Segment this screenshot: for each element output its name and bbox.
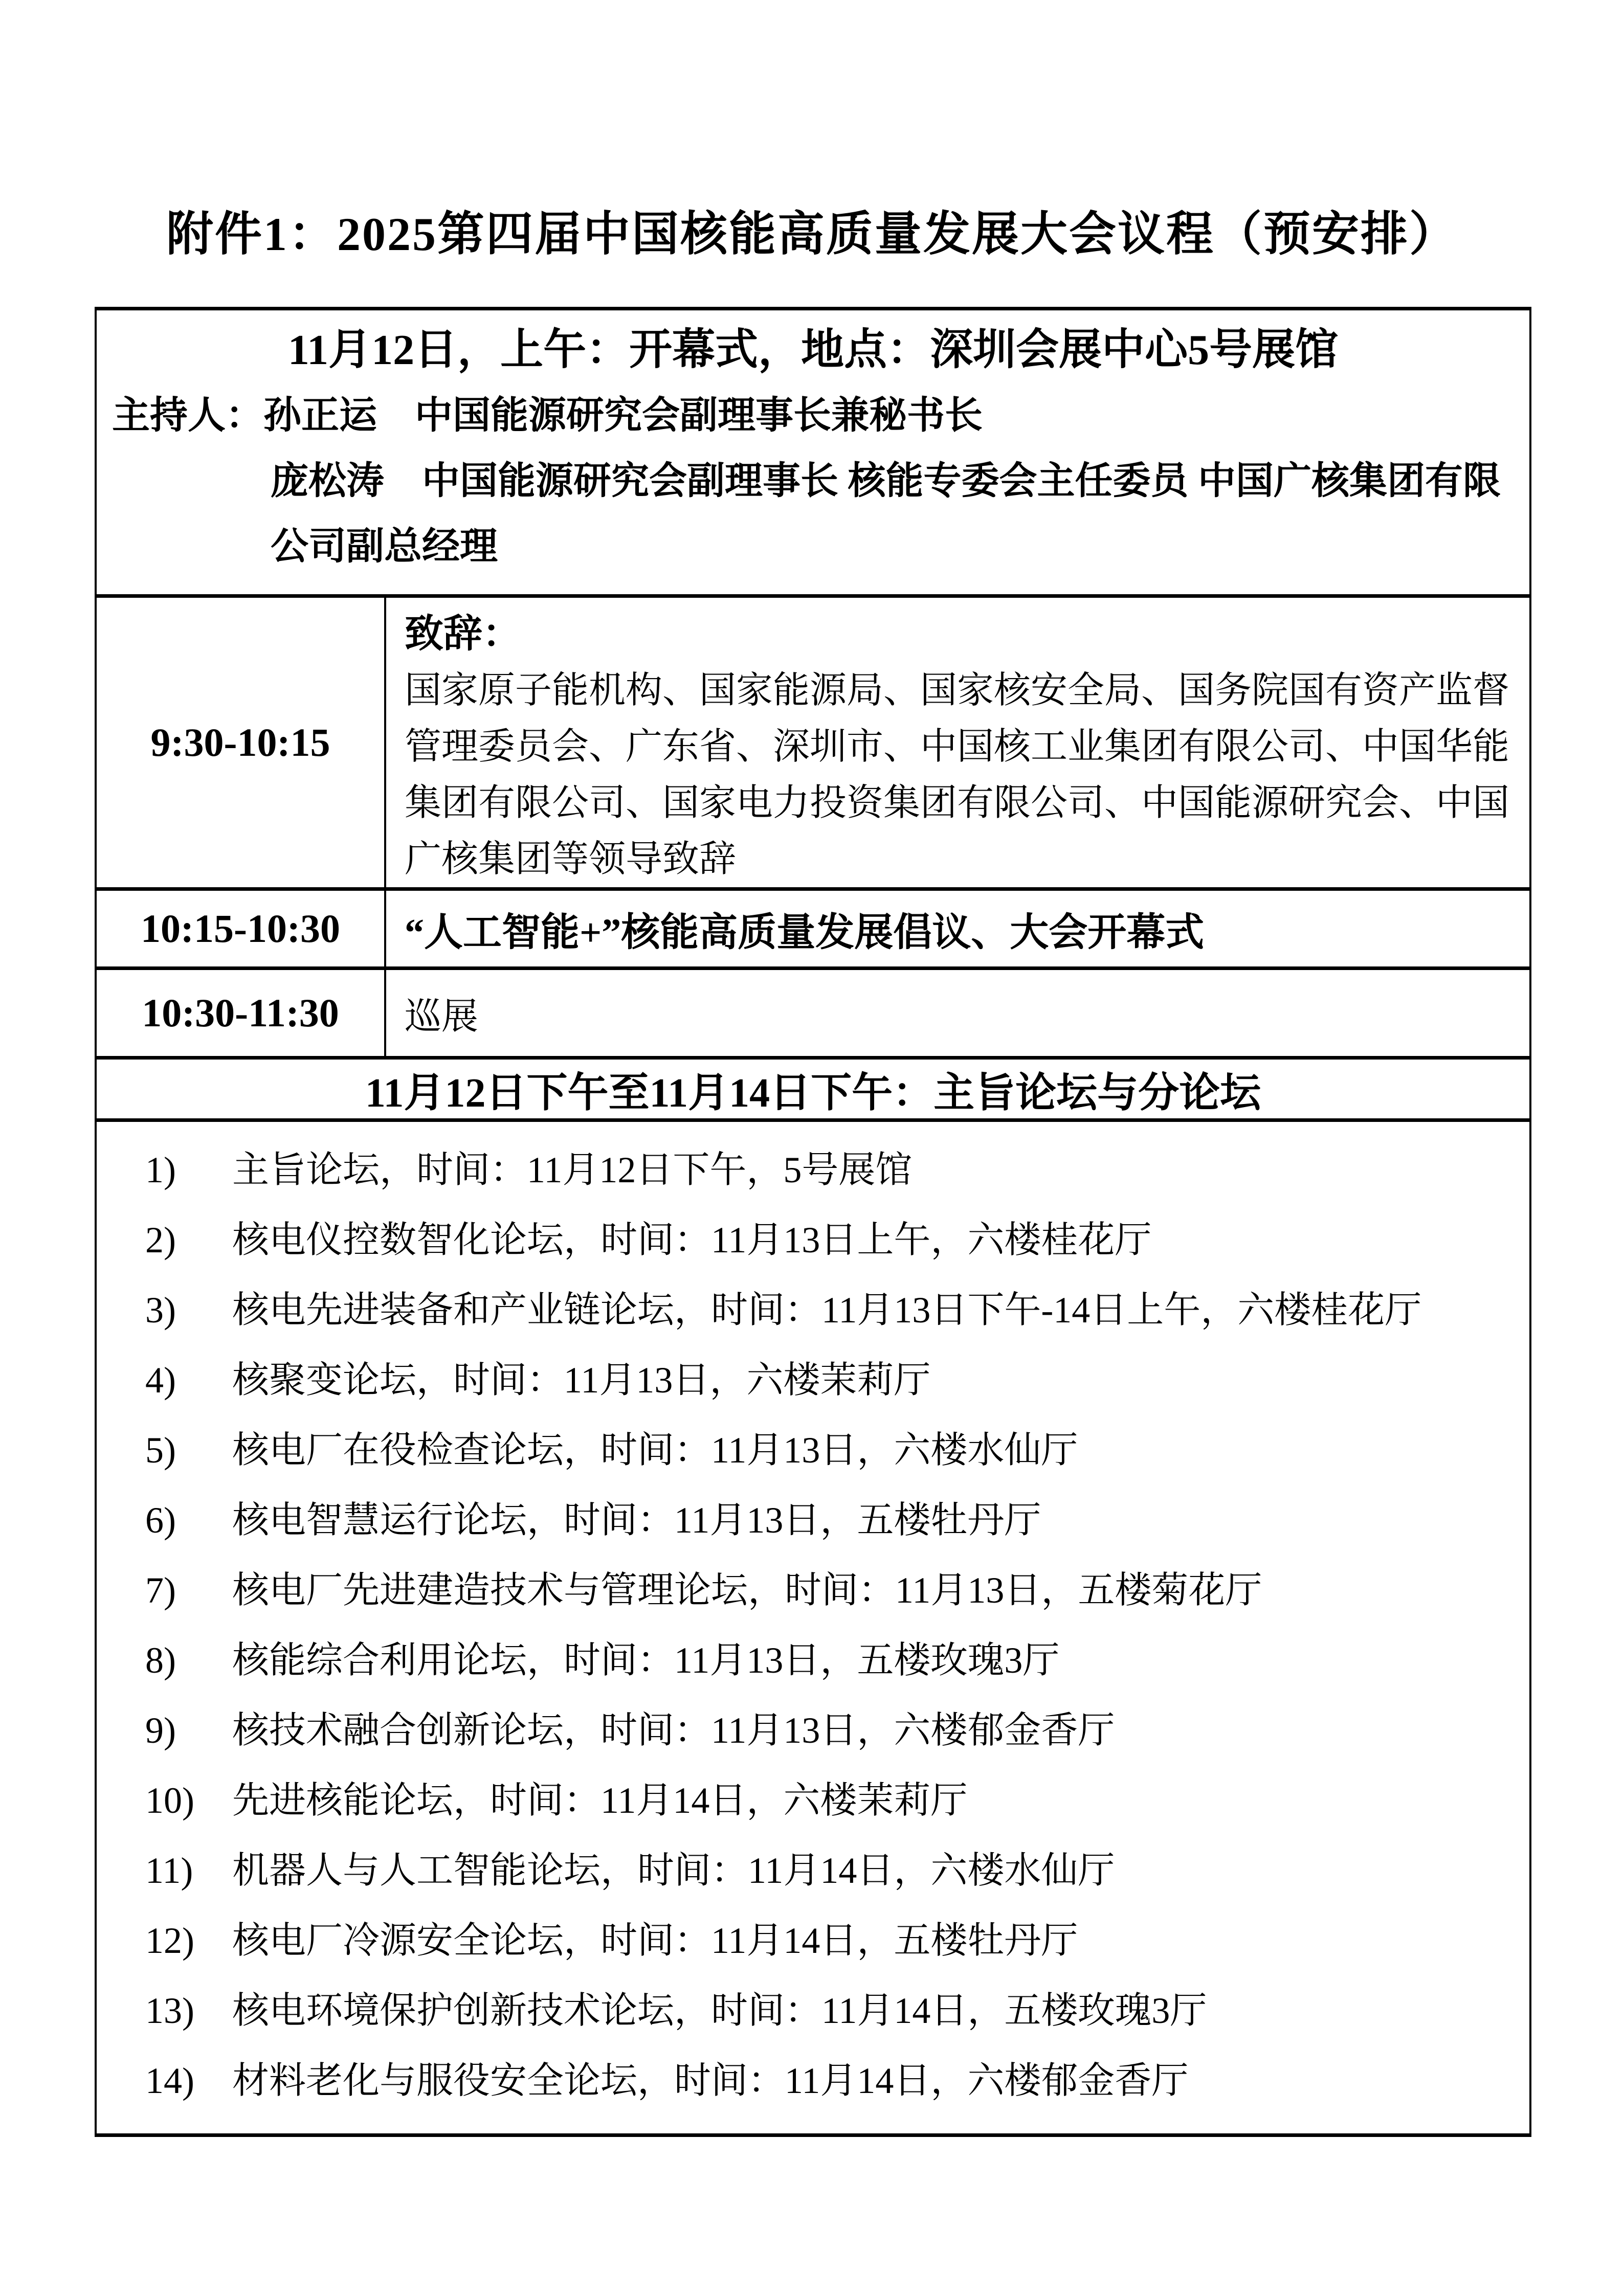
forum-number: 14) <box>145 2060 194 2101</box>
time-cell: 10:15-10:30 <box>96 889 385 969</box>
forum-text: 核电智慧运行论坛，时间：11月13日，五楼牡丹厅 <box>232 1500 1041 1541</box>
forum-number: 4) <box>145 1360 176 1401</box>
forum-item <box>97 1976 1519 2046</box>
forum-item <box>97 1906 1519 1976</box>
initiative-text: “人工智能+”核能高质量发展倡议、大会开幕式 <box>405 911 1205 954</box>
forum-text: 核电厂冷源安全论坛，时间：11月14日，五楼牡丹厅 <box>232 1920 1078 1961</box>
forum-number: 9) <box>145 1710 176 1751</box>
speech-body-line: 国家原子能机构、国家能源局、国家核安全局、国务院国有资产监督 <box>405 670 1510 711</box>
forum-number: 12) <box>145 1920 194 1961</box>
session2-header-row <box>96 1058 1530 1120</box>
forum-text: 核电厂在役检查论坛，时间：11月13日，六楼水仙厅 <box>232 1430 1078 1471</box>
forum-text: 核电先进装备和产业链论坛，时间：11月13日下午-14日上午，六楼桂花厅 <box>232 1290 1422 1331</box>
forum-item <box>97 1135 1519 1205</box>
session1-header: 11月12日，上午：开幕式，地点：深圳会展中心5号展馆 <box>287 326 1339 374</box>
forum-item <box>97 1696 1519 1766</box>
host-line-2-wrap: 公司副总经理 <box>271 526 498 568</box>
forum-number: 1) <box>145 1150 176 1190</box>
forum-list <box>96 1120 1530 2135</box>
initiative-cell <box>385 889 1530 969</box>
forum-number: 2) <box>145 1220 176 1260</box>
forum-number: 13) <box>145 1990 194 2031</box>
tour-cell <box>385 969 1530 1058</box>
tour-text: 巡展 <box>405 996 479 1037</box>
forum-item <box>97 1415 1519 1485</box>
forum-number: 5) <box>145 1430 176 1471</box>
forum-item <box>97 1275 1519 1345</box>
forum-text: 材料老化与服役安全论坛，时间：11月14日，六楼郁金香厅 <box>232 2060 1189 2101</box>
forum-number: 6) <box>145 1500 176 1541</box>
session2-header-cell <box>96 1058 1530 1120</box>
forum-list-row <box>96 1120 1530 2135</box>
session1-header-cell <box>96 309 1530 596</box>
schedule-row-tour <box>96 969 1530 1058</box>
host-line-2: 庞松涛 中国能源研究会副理事长 核能专委会主任委员 中国广核集团有限 <box>271 460 1501 502</box>
forum-item <box>97 1345 1519 1415</box>
forum-text: 核电厂先进建造技术与管理论坛，时间：11月13日，五楼菊花厅 <box>232 1570 1262 1611</box>
speech-label: 致辞： <box>405 613 521 656</box>
forum-item <box>97 1766 1519 1836</box>
forum-item <box>97 2046 1519 2116</box>
session2-header: 11月12日下午至11月14日下午：主旨论坛与分论坛 <box>365 1071 1261 1116</box>
forum-text: 核电仪控数智化论坛，时间：11月13日上午，六楼桂花厅 <box>232 1220 1152 1260</box>
forum-number: 10) <box>145 1780 194 1821</box>
forum-number: 7) <box>145 1570 176 1611</box>
forum-text: 先进核能论坛，时间：11月14日，六楼茉莉厅 <box>232 1780 968 1821</box>
forum-item <box>97 1556 1519 1626</box>
speech-body-line: 管理委员会、广东省、深圳市、中国核工业集团有限公司、中国华能 <box>405 726 1510 767</box>
agenda-table <box>95 307 1531 2137</box>
time-cell: 10:30-11:30 <box>96 969 385 1058</box>
speech-body-line: 广核集团等领导致辞 <box>405 839 737 880</box>
schedule-row-initiative <box>96 889 1530 969</box>
forum-text: 主旨论坛，时间：11月12日下午，5号展馆 <box>232 1150 913 1190</box>
page-title: 附件1：2025第四届中国核能高质量发展大会议程（预安排） <box>166 208 1458 260</box>
speech-cell <box>385 596 1530 889</box>
forum-number: 3) <box>145 1290 176 1331</box>
session1-header-row <box>96 309 1530 596</box>
forum-text: 核聚变论坛，时间：11月13日，六楼茉莉厅 <box>232 1360 931 1401</box>
forum-text: 核电环境保护创新技术论坛，时间：11月14日，五楼玫瑰3厅 <box>232 1990 1207 2031</box>
forum-item <box>97 1205 1519 1275</box>
forum-text: 核技术融合创新论坛，时间：11月13日，六楼郁金香厅 <box>232 1710 1115 1751</box>
host-line-1: 主持人：孙正运 中国能源研究会副理事长兼秘书长 <box>112 395 983 437</box>
schedule-row-speech <box>96 596 1530 889</box>
forum-number: 11) <box>145 1850 193 1891</box>
forum-item <box>97 1626 1519 1696</box>
speech-body-line: 集团有限公司、国家电力投资集团有限公司、中国能源研究会、中国 <box>405 782 1510 823</box>
time-cell: 9:30-10:15 <box>96 596 385 889</box>
forum-text: 机器人与人工智能论坛，时间：11月14日，六楼水仙厅 <box>232 1850 1115 1891</box>
forum-number: 8) <box>145 1640 176 1681</box>
forum-text: 核能综合利用论坛，时间：11月13日，五楼玫瑰3厅 <box>232 1640 1060 1681</box>
forum-item <box>97 1485 1519 1556</box>
forum-item <box>97 1836 1519 1906</box>
